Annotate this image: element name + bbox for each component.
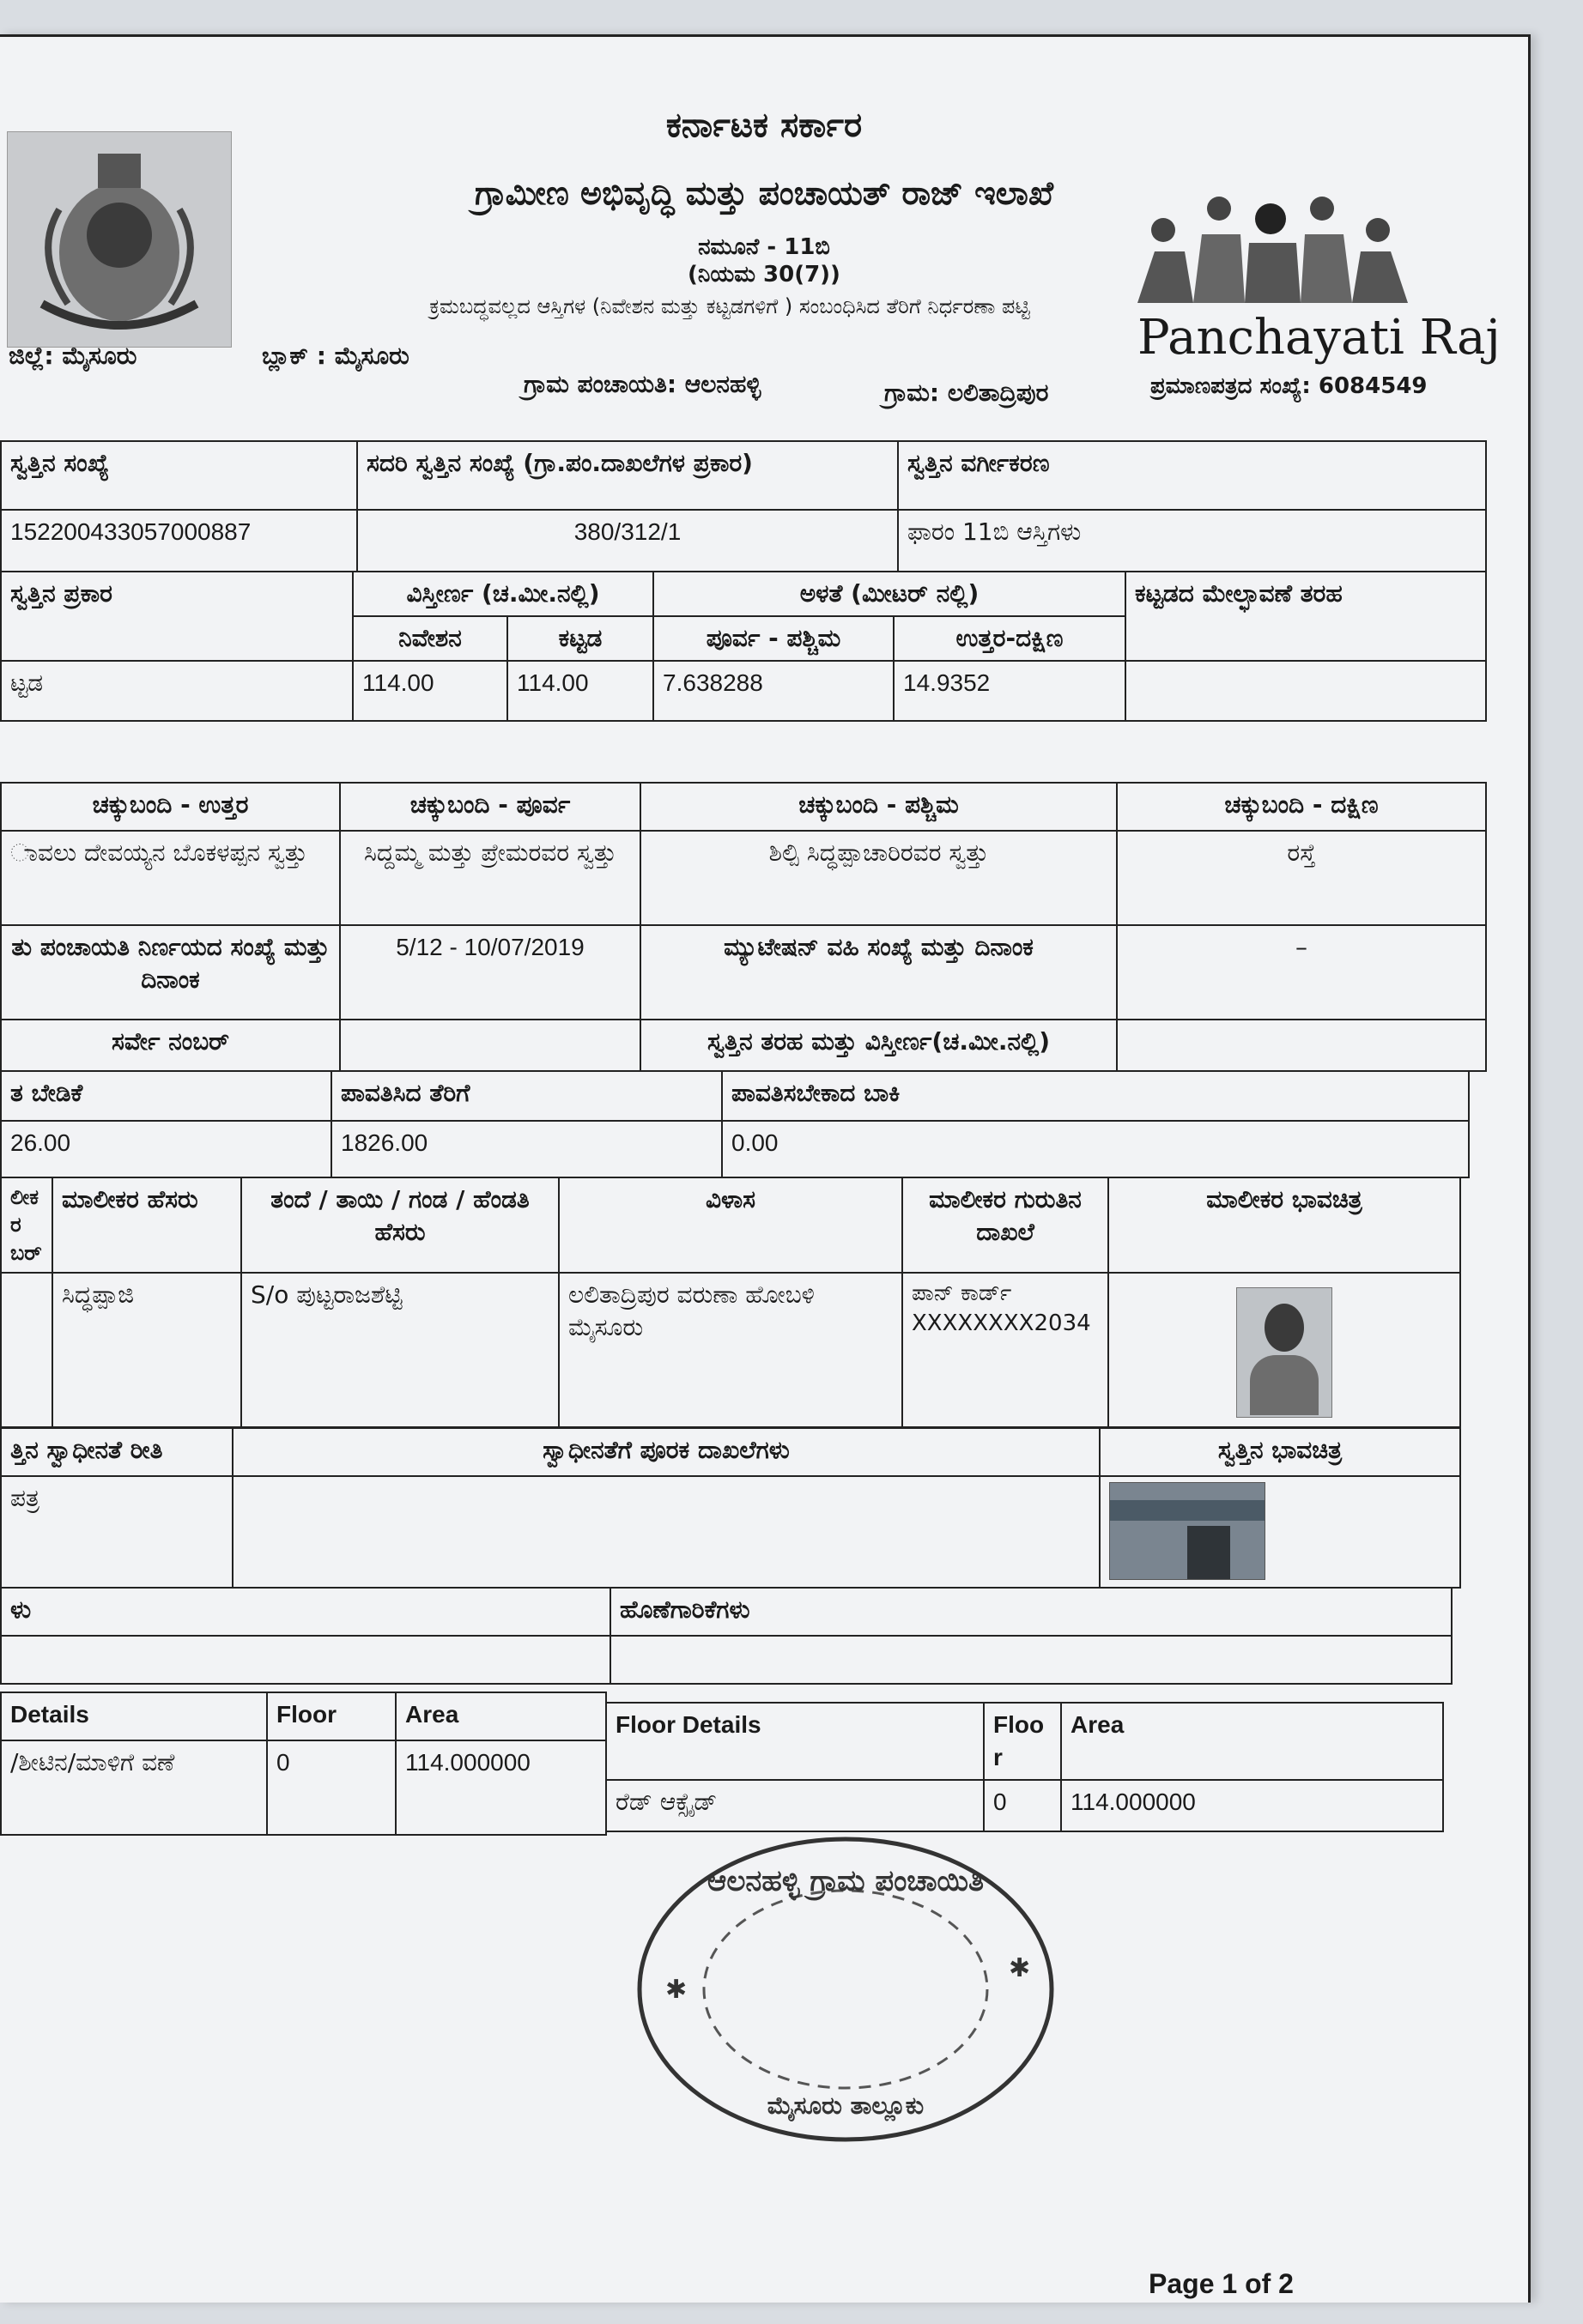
- building-label: ಕಟ್ಟಡ: [507, 616, 653, 661]
- north-south-label: ಉತ್ತರ-ದಕ್ಷಿಣ: [894, 616, 1125, 661]
- district: ಜಿಲ್ಲೆ: ಮೈಸೂರು: [9, 342, 137, 370]
- rule-number: (ನಿಯಮ 30(7)): [688, 262, 840, 287]
- building-area-value: 114.00: [507, 661, 653, 721]
- svg-text:✱: ✱: [665, 1975, 688, 2005]
- department-title: ಗ್ರಾಮೀಣ ಅಭಿವೃದ್ಧಿ ಮತ್ತು ಪಂಚಾಯತ್ ರಾಜ್ ಇಲಾಖೆ: [474, 174, 1054, 212]
- west-boundary-label: ಚಕ್ಕುಬಂದಿ - ಪಶ್ಚಿಮ: [640, 783, 1117, 831]
- site-area-value: 114.00: [353, 661, 507, 721]
- liabilities-left-label: ಳು: [1, 1588, 610, 1636]
- seal-bottom-text: ಮೈಸೂರು ತಾಲ್ಲೂಕು: [767, 2091, 925, 2120]
- floor-left-floor-value: 0: [267, 1740, 396, 1835]
- north-boundary-label: ಚಕ್ಕುಬಂದಿ - ಉತ್ತರ: [1, 783, 340, 831]
- tax-table: [0, 1070, 1470, 1178]
- liabilities-left-value: [1, 1636, 610, 1684]
- floor-left-details-value: /ಶೀಟಿನ/ಮಾಳಿಗೆ ವಣೆ: [1, 1740, 267, 1835]
- dimension-label: ಅಳತೆ (ಮೀಟರ್ ನಲ್ಲಿ): [653, 572, 1125, 616]
- survey-number-value: [340, 1020, 640, 1071]
- ownership-docs-value: [233, 1476, 1100, 1588]
- ownership-method-value: ಪತ್ರ: [1, 1476, 233, 1588]
- floor-left-details-header: Details: [1, 1692, 267, 1740]
- document-sheet: [0, 34, 1531, 2303]
- south-boundary-label: ಚಕ್ಕುಬಂದಿ - ದಕ್ಷಿಣ: [1117, 783, 1486, 831]
- liabilities-table: [0, 1587, 1453, 1685]
- floor-details-left-table: [0, 1692, 607, 1836]
- east-west-label: ಪೂರ್ವ - ಪಶ್ಚಿಮ: [653, 616, 894, 661]
- north-boundary-value: ಾವಲು ದೇವಯ್ಯನ ಬೊಕಳಪ್ಪನ ಸ್ವತ್ತು: [1, 831, 340, 925]
- classification-value: ಫಾರಂ 11ಬಿ ಆಸ್ತಿಗಳು: [898, 510, 1486, 572]
- owner-number-value: [1, 1273, 52, 1427]
- classification-label: ಸ್ವತ್ತಿನ ವರ್ಗೀಕರಣ: [898, 441, 1486, 510]
- panchayati-raj-logo-icon: [1133, 183, 1416, 303]
- property-photo-cell: [1100, 1476, 1460, 1588]
- owner-photo: [1236, 1287, 1332, 1418]
- owner-address-value: ಲಲಿತಾದ್ರಿಪುರ ವರುಣಾ ಹೋಬಳಿ ಮೈಸೂರು: [559, 1273, 902, 1427]
- mutation-value: –: [1117, 925, 1486, 1020]
- tax-demand-value: 26.00: [1, 1121, 331, 1177]
- property-id-table: [0, 440, 1487, 572]
- tax-paid-label: ಪಾವತಿಸಿದ ತೆರಿಗೆ: [331, 1071, 722, 1121]
- property-nature-label: ಸ್ವತ್ತಿನ ತರಹ ಮತ್ತು ವಿಸ್ತೀರ್ಣ(ಚ.ಮೀ.ನಲ್ಲಿ): [640, 1020, 1117, 1071]
- boundaries-table: [0, 782, 1487, 1072]
- floor-details-right-table: [605, 1702, 1444, 1832]
- form-number: ನಮೂನೆ - 11ಬಿ: [698, 234, 830, 260]
- owner-relation-label: ತಂದೆ / ತಾಯಿ / ಗಂಡ / ಹೆಂಡತಿ ಹೆಸರು: [241, 1177, 559, 1273]
- form-subtitle: ಕ್ರಮಬದ್ಧವಲ್ಲದ ಆಸ್ತಿಗಳ (ನಿವೇಶನ ಮತ್ತು ಕಟ್ಟಡಗಳಿಗೆ ) ಸಂಬಂಧಿಸಿದ ತೆರಿಗೆ ನಿರ್ಧರಣಾ ಪಟ್ಟಿ: [429, 294, 1030, 318]
- ownership-table: [0, 1427, 1461, 1589]
- owner-id-label: ಮಾಲೀಕರ ಗುರುತಿನ ದಾಖಲೆ: [902, 1177, 1108, 1273]
- gram-panchayat: ಗ್ರಾಮ ಪಂಚಾಯತಿ: ಆಲನಹಳ್ಳಿ: [524, 370, 761, 398]
- svg-text:✱: ✱: [1009, 1953, 1031, 1983]
- survey-number-label: ಸರ್ವೇ ನಂಬರ್: [1, 1020, 340, 1071]
- owner-name-value: ಸಿದ್ಧಪ್ಪಾಜಿ: [52, 1273, 241, 1427]
- panchayati-raj-text: Panchayati Raj: [1137, 310, 1501, 366]
- south-boundary-value: ರಸ್ತೆ: [1117, 831, 1486, 925]
- tax-balance-label: ಪಾವತಿಸಬೇಕಾದ ಬಾಕಿ: [722, 1071, 1469, 1121]
- mutation-label: ಮ್ಯುಟೇಷನ್ ವಹಿ ಸಂಖ್ಯೆ ಮತ್ತು ದಿನಾಂಕ: [640, 925, 1117, 1020]
- west-boundary-value: ಶಿಲ್ಪಿ ಸಿದ್ಧಪ್ಪಾಚಾರಿರವರ ಸ್ವತ್ತು: [640, 831, 1117, 925]
- tax-paid-value: 1826.00: [331, 1121, 722, 1177]
- seal-text: ಆಲನಹಳ್ಳಿ ಗ್ರಾಮ ಪಂಚಾಯಿತಿ: [707, 1864, 985, 1898]
- property-photo-label: ಸ್ವತ್ತಿನ ಭಾವಚಿತ್ರ: [1100, 1428, 1460, 1476]
- floor-right-floor-header: Floor: [984, 1703, 1061, 1780]
- owner-photo-label: ಮಾಲೀಕರ ಭಾವಚಿತ್ರ: [1108, 1177, 1460, 1273]
- gp-number-value: 380/312/1: [357, 510, 898, 572]
- owner-id-value: ಪಾನ್ ಕಾರ್ಡ್ XXXXXXXX2034: [902, 1273, 1108, 1427]
- liabilities-right-value: [610, 1636, 1452, 1684]
- owner-photo-cell: [1108, 1273, 1460, 1427]
- floor-right-details-header: Floor Details: [606, 1703, 984, 1780]
- owner-relation-value: S/o ಪುಟ್ಟರಾಜಶೆಟ್ಟಿ: [241, 1273, 559, 1427]
- east-west-value: 7.638288: [653, 661, 894, 721]
- floor-right-floor-value: 0: [984, 1780, 1061, 1831]
- ownership-method-label: ತ್ತಿನ ಸ್ವಾಧೀನತೆ ರೀತಿ: [1, 1428, 233, 1476]
- north-south-value: 14.9352: [894, 661, 1125, 721]
- property-nature-value: [1117, 1020, 1486, 1071]
- owner-name-label: ಮಾಲೀಕರ ಹೆಸರು: [52, 1177, 241, 1273]
- floor-right-area-value: 114.000000: [1061, 1780, 1443, 1831]
- resolution-value: 5/12 - 10/07/2019: [340, 925, 640, 1020]
- panchayat-seal-stamp: [631, 1831, 1060, 2148]
- tax-demand-label: ತ ಬೇಡಿಕೆ: [1, 1071, 331, 1121]
- floor-left-area-value: 114.000000: [396, 1740, 606, 1835]
- east-boundary-label: ಚಕ್ಕುಬಂದಿ - ಪೂರ್ವ: [340, 783, 640, 831]
- property-type-label: ಸ್ವತ್ತಿನ ಪ್ರಕಾರ: [1, 572, 353, 661]
- property-photo: [1109, 1482, 1265, 1580]
- tax-balance-value: 0.00: [722, 1121, 1469, 1177]
- gp-number-label: ಸದರಿ ಸ್ವತ್ತಿನ ಸಂಖ್ಯೆ (ಗ್ರಾ.ಪಂ.ದಾಖಲೆಗಳ ಪ್ರಕಾರ): [357, 441, 898, 510]
- government-title: ಕರ್ನಾಟಕ ಸರ್ಕಾರ: [665, 106, 863, 145]
- owner-number-label: ಲೀಕರ ಬರ್: [1, 1177, 52, 1273]
- floor-left-floor-header: Floor: [267, 1692, 396, 1740]
- floor-left-area-header: Area: [396, 1692, 606, 1740]
- property-dimensions-table: [0, 571, 1487, 722]
- property-type-value: ಟ್ಟಡ: [1, 661, 353, 721]
- resolution-label: ತು ಪಂಚಾಯತಿ ನಿರ್ಣಯದ ಸಂಖ್ಯೆ ಮತ್ತು ದಿನಾಂಕ: [1, 925, 340, 1020]
- site-label: ನಿವೇಶನ: [353, 616, 507, 661]
- floor-right-details-value: ರೆಡ್ ಆಕ್ಸೈಡ್: [606, 1780, 984, 1831]
- liabilities-right-label: ಹೊಣೆಗಾರಿಕೆಗಳು: [610, 1588, 1452, 1636]
- area-label: ವಿಸ್ತೀರ್ಣ (ಚ.ಮೀ.ನಲ್ಲಿ): [353, 572, 653, 616]
- roof-type-value: [1125, 661, 1486, 721]
- floor-right-area-header: Area: [1061, 1703, 1443, 1780]
- owner-table: [0, 1177, 1461, 1428]
- village: ಗ್ರಾಮ: ಲಲಿತಾದ್ರಿಪುರ: [884, 378, 1049, 407]
- property-id-label: ಸ್ವತ್ತಿನ ಸಂಖ್ಯೆ: [1, 441, 357, 510]
- property-id-value: 152200433057000887: [1, 510, 357, 572]
- owner-address-label: ವಿಳಾಸ: [559, 1177, 902, 1273]
- ownership-docs-label: ಸ್ವಾಧೀನತೆಗೆ ಪೂರಕ ದಾಖಲೆಗಳು: [233, 1428, 1100, 1476]
- certificate-number: ಪ್ರಮಾಣಪತ್ರದ ಸಂಖ್ಯೆ: 6084549: [1150, 373, 1428, 399]
- block: ಬ್ಲಾಕ್ : ಮೈಸೂರು: [262, 342, 409, 370]
- roof-type-label: ಕಟ್ಟಡದ ಮೇಲ್ಛಾವಣೆ ತರಹ: [1125, 572, 1486, 661]
- page-number: Page 1 of 2: [1149, 2268, 1294, 2299]
- east-boundary-value: ಸಿದ್ದಮ್ಮ ಮತ್ತು ಪ್ರೇಮರವರ ಸ್ವತ್ತು: [340, 831, 640, 925]
